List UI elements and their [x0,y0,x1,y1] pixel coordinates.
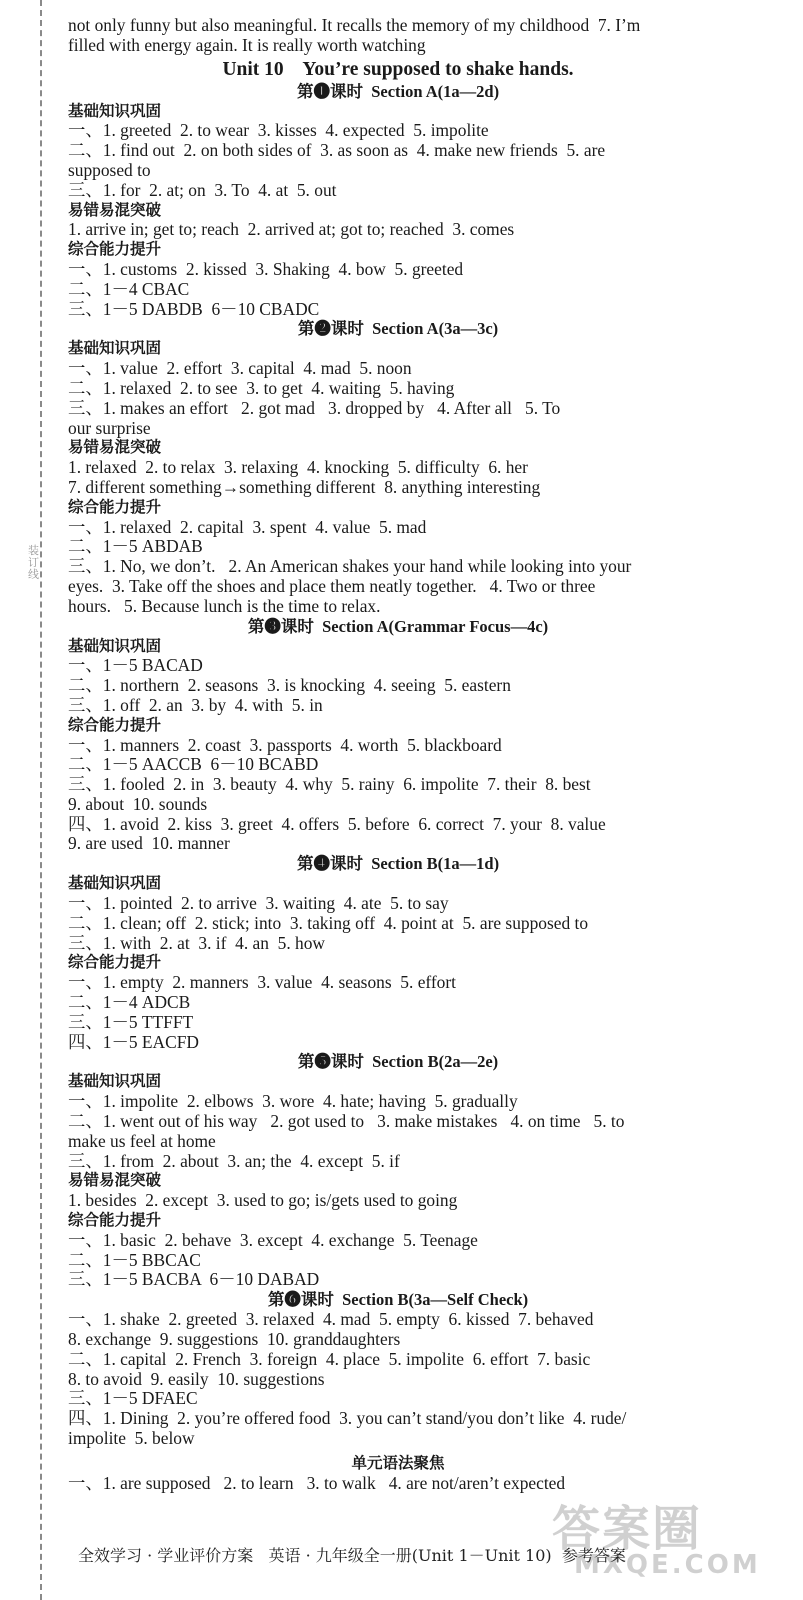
answer-line: 一、1. impolite 2. elbows 3. wore 4. hate; having 5. gradually [68,1091,518,1112]
answer-line: 8. exchange 9. suggestions 10. granddaughters [68,1329,401,1350]
answer-line: 三、1. fooled 2. in 3. beauty 4. why 5. rainy 6. impolite 7. their 8. best [68,774,591,795]
answer-line: 三、1－5 BACBA 6－10 DABAD [68,1269,320,1290]
unit-title: Unit 10 You’re supposed to shake hands. [222,58,574,80]
section-ability: 综合能力提升 [68,1211,162,1230]
answer-line: 四、1. avoid 2. kiss 3. greet 4. offers 5. before 6. correct 7. your 8. value [68,813,606,834]
grammar-heading: 单元语法聚焦 [351,1453,445,1472]
answer-line: 三、1－5 DABDB 6－10 CBADC [68,298,320,319]
answer-line: 一、1. basic 2. behave 3. except 4. exchange 5. Teenage [68,1229,478,1250]
answer-line: 三、1. with 2. at 3. if 4. an 5. how [68,932,325,953]
answer-line: 一、1. shake 2. greeted 3. relaxed 4. mad 5. empty 6. kissed 7. behaved [68,1309,594,1330]
answer-line: 二、1－4 ADCB [68,992,191,1013]
answer-line: 一、1. empty 2. manners 3. value 4. seasons 5. effort [68,972,456,993]
answer-line: 一、1. pointed 2. to arrive 3. waiting 4. ate 5. to say [68,893,449,914]
answer-line: 1. relaxed 2. to relax 3. relaxing 4. knocking 5. difficulty 6. her [68,457,528,478]
answer-line: 四、1－5 EACFD [68,1031,199,1052]
section-ability: 综合能力提升 [68,715,162,734]
answer-line: 9. are used 10. manner [68,833,230,854]
answer-line: 四、1. Dining 2. you’re offered food 3. you can’t stand/you don’t like 4. rude/ [68,1408,627,1429]
answer-line: 1. besides 2. except 3. used to go; is/gets used to going [68,1190,458,1211]
answer-line: 二、1－5 AACCB 6－10 BCABD [68,754,319,775]
lesson-heading: 第❹课时 Section B(1a—1d) [296,854,500,874]
section-ability: 综合能力提升 [68,240,162,259]
answer-line: 一、1. value 2. effort 3. capital 4. mad 5. noon [68,358,412,379]
section-confuse: 易错易混突破 [68,200,162,219]
answer-line: 二、1. clean; off 2. stick; into 3. taking off 4. point at 5. are supposed to [68,912,589,933]
answer-line: 一、1. customs 2. kissed 3. Shaking 4. bow 5. greeted [68,258,464,279]
answer-line: make us feel at home [68,1130,216,1151]
answer-line: hours. 5. Because lunch is the time to relax. [68,595,381,616]
lesson-heading: 第❻课时 Section B(3a—Self Check) [267,1290,529,1310]
answer-line: 三、1. makes an effort 2. got mad 3. dropped by 4. After all 5. To [68,397,561,418]
answer-line: 8. to avoid 9. easily 10. suggestions [68,1368,325,1389]
answer-line: 一、1. manners 2. coast 3. passports 4. worth 5. blackboard [68,734,502,755]
answer-line: 二、1. northern 2. seasons 3. is knocking 4. seeing 5. eastern [68,675,511,696]
answer-line: 二、1－5 BBCAC [68,1249,201,1270]
answer-line: 三、1. No, we don’t. 2. An American shakes your hand while looking into your [68,556,632,577]
answer-line: 9. about 10. sounds [68,793,208,814]
answer-line: 一、1. relaxed 2. capital 3. spent 4. value 5. mad [68,516,427,537]
answer-line: 三、1－5 TTFFT [68,1011,194,1032]
answer-line: 二、1－4 CBAC [68,278,190,299]
answer-line: 二、1. relaxed 2. to see 3. to get 4. waiting 5. having [68,377,455,398]
text-line: filled with energy again. It is really worth watching [68,34,426,55]
section-basic: 基础知识巩固 [68,101,162,120]
answer-line: 二、1. capital 2. French 3. foreign 4. place 5. impolite 6. effort 7. basic [68,1348,591,1369]
answer-line: 二、1. find out 2. on both sides of 3. as soon as 4. make new friends 5. are [68,140,606,161]
answer-line: 二、1－5 ABDAB [68,536,203,557]
answer-line: 一、1－5 BACAD [68,655,203,676]
section-ability: 综合能力提升 [68,953,162,972]
answer-line: 三、1. for 2. at; on 3. To 4. at 5. out [68,179,337,200]
section-ability: 综合能力提升 [68,497,162,516]
answer-line: 三、1. off 2. an 3. by 4. with 5. in [68,694,323,715]
section-basic: 基础知识巩固 [68,1072,162,1091]
section-basic: 基础知识巩固 [68,339,162,358]
section-confuse: 易错易混突破 [68,438,162,457]
text-line: not only funny but also meaningful. It recalls the memory of my childhood 7. I’m [68,15,641,35]
section-basic: 基础知识巩固 [68,636,162,655]
answer-line: impolite 5. below [68,1428,195,1448]
answer-line: 二、1. went out of his way 2. got used to 3. make mistakes 4. on time 5. to [68,1111,625,1132]
lesson-heading: 第❶课时 Section A(1a—2d) [296,81,500,101]
answer-line: 三、1－5 DFAEC [68,1388,198,1409]
lesson-heading: 第❷课时 Section A(3a—3c) [297,319,499,339]
section-basic: 基础知识巩固 [68,874,162,893]
answer-line: 一、1. are supposed 2. to learn 3. to walk 4. are not/aren’t expected [68,1472,566,1493]
lesson-heading: 第❺课时 Section B(2a—2e) [297,1052,499,1072]
section-confuse: 易错易混突破 [68,1171,162,1190]
watermark-url: MXQE.COM [574,1550,761,1580]
answer-line: 三、1. from 2. about 3. an; the 4. except 5. if [68,1150,400,1171]
answer-line: our surprise [68,417,151,438]
binding-line [40,0,42,1600]
answer-line: eyes. 3. Take off the shoes and place them neatly together. 4. Two or three [68,575,596,596]
page-footer: 全效学习 · 学业评价方案 英语 · 九年级全一册(Unit 1－Unit 10) 参考答案 [78,1546,626,1565]
answer-content [68,16,728,1494]
answer-line: 一、1. greeted 2. to wear 3. kisses 4. expected 5. impolite [68,120,489,141]
answer-line: 7. different something→something different 8. anything interesting [68,476,541,497]
side-stamp: 装 订 线 [28,544,39,581]
watermark-text: 答案圈 [552,1501,703,1557]
answer-line: supposed to [68,159,151,180]
lesson-heading: 第❸课时 Section A(Grammar Focus—4c) [247,616,549,636]
answer-line: 1. arrive in; get to; reach 2. arrived at; got to; reached 3. comes [68,219,515,240]
